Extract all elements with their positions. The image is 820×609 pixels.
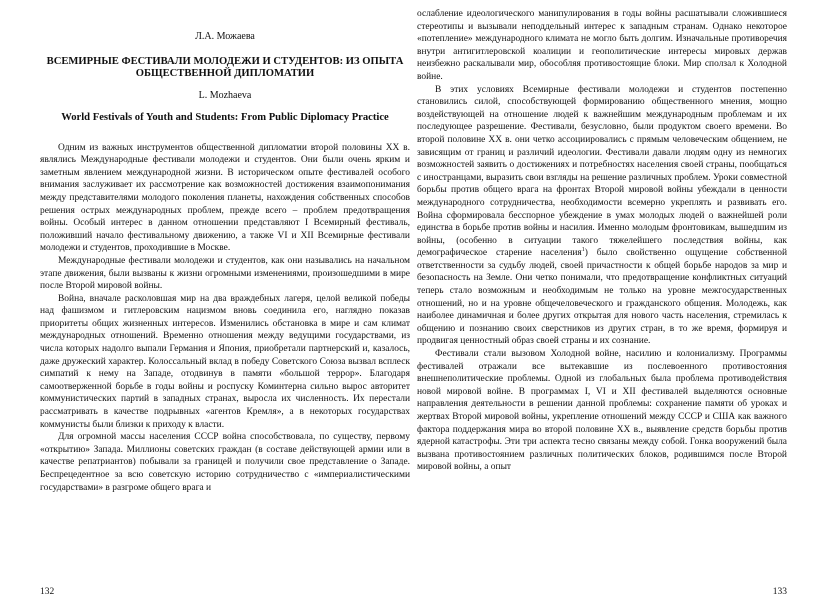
- right-page: [417, 8, 787, 598]
- paragraph: [417, 84, 787, 348]
- paragraph-text: В этих условиях Всемирные фестивали молодежи и студентов постепенно становились силой, способствующей формированию общественного мнения, мощно воздействующей на отношение людей к важнейшим международным проблемам и их последующее разрешение. Фестивали, безусловно, были продуктом своего времени. Во второй половине XX в. они четко ассоциировались с прямым человеческим общением, не зависящим от границ и различий идеологии. Фестивали давали людям одну из немногих возможностей заявить о достижениях и потребностях населения своей страны, пообщаться с иностранцами, выразить свои взгляды на решение различных проблем. Уроки совместной борьбы против общего врага на фронтах Второй мировой войны убеждали в ценности международного сотрудничества, необходимости всемерно укреплять и развивать его. Война сформировала бесспорное убеждение в умах молодых людей о важнейшей роли единства в борьбе против войны и насилия. Именно молодым фронтовикам, вышедшим из войны, (особенно в ситуации такого тяжелейшего последствия войны, как демографическое старение населения: [417, 84, 787, 259]
- author-ru: Л.А. Можаева: [195, 31, 255, 42]
- paragraph: Международные фестивали молодежи и студентов, как они назывались на начальном этапе движения, были вызваны к жизни огромными изменениями, произошедшими в мире после Второй мировой войны.: [40, 255, 410, 292]
- page-number: 133: [772, 587, 787, 598]
- article-title-ru: ВСЕМИРНЫЕ ФЕСТИВАЛИ МОЛОДЕЖИ И СТУДЕНТОВ: ИЗ ОПЫТА ОБЩЕСТВЕННОЙ ДИПЛОМАТИИ: [46, 55, 404, 80]
- left-page: [40, 8, 410, 598]
- paragraph: Фестивали стали вызовом Холодной войне, насилию и колониализму. Программы фестивалей отражали все вытекавшие из послевоенного противостояния внешнеполитические проблемы. Одной из глобальных была проблема противодействия новой мировой войне. В программах I, VI и XII фестивалей выделяются основные направления деятельности в решении данной проблемы: сохранение памяти об уроках и жертвах Второй мировой войны, укрепление отношений между СССР и США как важного фактора поддержания мира во второй половине XX в., выявление средств борьбы против ядерной катастрофы. Эти три аспекта тесно связаны между собой. Гонка вооружений была вызвана противостоянием различных политических блоков, родившимся после Второй мировой войны, а опыт: [417, 349, 787, 473]
- paragraph: Война, вначале расколовшая мир на два враждебных лагеря, целой великой победы над фашизмом и гитлеровским нацизмом вновь соединила его, наглядно показав приоритеты общих жизненных интересов. Изменились обстановка в мире и сам климат международных отношений. Временно отношения между ведущими государствами, из числа которых надолго выпали Германия и Япония, приобретали партнерский и, казалось, даже дружеский характер. Колоссальный вклад в победу Советского Союза вызвал всплеск симпатий к нему на Западе, отодвинув в памяти «большой террор». Благодаря самоотверженной борьбе в годы войны и роспуску Коминтерна сильно вырос авторитет коммунистических партий в западных странах, выросла их численность. Их перестали рассматривать в качестве подрывных «агентов Кремля», а в некоторых государствах коммунисты были близки к приходу к власти.: [40, 293, 410, 430]
- paragraph-continuation: ослабление идеологического манипулирования в годы войны расшатывали сложившиеся стереотипы и вызывали неподдельный интерес к западным странам. Однако некоторое «потепление» международного климата не могло быть долгим. Изначальные противоречия внутри антигитлеровской коалиции и геополитические интересы мировых держав неизбежно раскалывали мир, обособляя противостоящие блоки. Мир сползал к Холодной войне.: [417, 9, 787, 82]
- paragraph: Для огромной массы населения СССР война способствовала, по существу, первому «открытию» Запада. Миллионы советских граждан (в составе действующей армии или в качестве репатриантов) побывали за границей и получили свое представление о Западе. Беспрецедентное за всю советскую историю сотрудничество с «империалистическими государствами» в разгроме общего врага и: [40, 432, 410, 493]
- article-title-en: World Festivals of Youth and Students: From Public Diplomacy Practice: [61, 111, 389, 123]
- page-number: 132: [40, 587, 55, 598]
- author-en: L. Mozhaeva: [198, 90, 252, 102]
- paragraph-text: ) было свойственно ощущение собственной ответственности за судьбу людей, своей причастности к общей борьбе народов за мир и безопасность на Земле. Они четко понимали, что предотвращение конфликтных ситуаций теперь стало возможным и необходимым не только на уровне межгосударственных отношений, но и на уровне общечеловеческого и гражданского общения. Молодежь, как наиболее динамичная и более других открытая для нового часть населения, стремилась к общению и познанию своих сверстников из других стран, в то же время, формируя и продвигая ценностный образ своей страны и их сознание.: [417, 248, 787, 347]
- paragraph: Одним из важных инструментов общественной дипломатии второй половины XX в. являлись Международные фестивали молодежи и студентов. Они были очень ярким и заметным явлением международной жизни. В историческом опыте фестивалей особого внимания заслуживает их рассмотрение как возможностей достижения взаимопонимания между представителями молодого поколения планеты, нахождения собственных способов решения острых международных проблем, прежде всего – проблем предотвращения войны. Особый интерес в данном отношении представляют I Всемирный фестиваль, положивший начало фестивальному движению, а также VI и XII Всемирные фестивали молодежи и студентов, проходившие в Москве.: [40, 142, 410, 254]
- footnote-mark[interactable]: 1: [581, 247, 585, 254]
- left-body-text: [40, 142, 410, 495]
